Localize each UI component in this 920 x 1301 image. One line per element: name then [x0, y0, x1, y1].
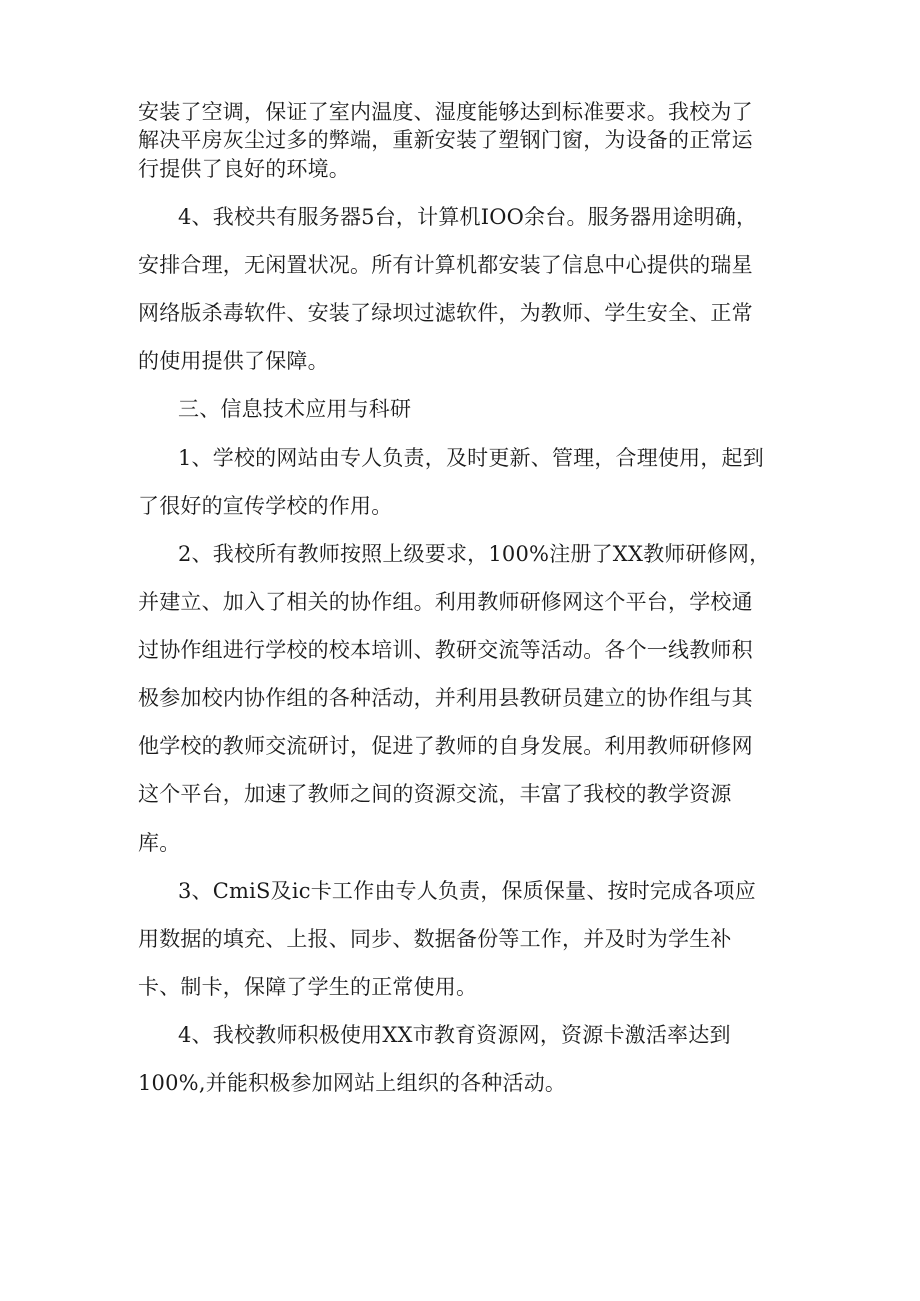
text-line-9: 1、学校的网站由专人负责，及时更新、管理，合理使用，起到 — [178, 446, 764, 470]
text-line-15: 他学校的教师交流研讨，促进了教师的自身发展。利用教师研修网 — [138, 734, 753, 758]
text-line-20: 卡、制卡，保障了学生的正常使用。 — [138, 975, 478, 999]
text-line-7: 的使用提供了保障。 — [138, 349, 329, 373]
text-line-19: 用数据的填充、上报、同步、数据备份等工作，并及时为学生补 — [138, 927, 732, 951]
text-line-18: 3、CmiS及ic卡工作由专人负责，保质保量、按时完成各项应 — [178, 879, 756, 903]
text-line-6: 网络版杀毒软件、安装了绿坝过滤软件，为教师、学生安全、正常 — [138, 301, 753, 325]
text-line-17: 库。 — [138, 831, 181, 855]
text-line-14: 极参加校内协作组的各种活动，并利用县教研员建立的协作组与其 — [138, 686, 753, 710]
text-line-13: 过协作组进行学校的校本培训、教研交流等活动。各个一线教师积 — [138, 638, 753, 662]
section-heading: 三、信息技术应用与科研 — [178, 397, 412, 421]
text-line-3: 行提供了良好的环境。 — [138, 157, 350, 181]
text-line-22: 100%,并能积极参加网站上组织的各种活动。 — [138, 1071, 567, 1095]
text-line-2: 解决平房灰尘过多的弊端，重新安装了塑钢门窗，为设备的正常运 — [138, 128, 753, 152]
text-line-1: 安装了空调，保证了室内温度、湿度能够达到标准要求。我校为了 — [138, 100, 753, 124]
text-line-10: 了很好的宣传学校的作用。 — [138, 494, 393, 518]
text-line-5: 安排合理，无闲置状况。所有计算机都安装了信息中心提供的瑞星 — [138, 253, 753, 277]
text-line-12: 并建立、加入了相关的协作组。利用教师研修网这个平台，学校通 — [138, 590, 753, 614]
text-line-11: 2、我校所有教师按照上级要求，100%注册了XX教师研修网， — [178, 542, 771, 566]
text-line-16: 这个平台，加速了教师之间的资源交流，丰富了我校的教学资源 — [138, 782, 732, 806]
text-line-4: 4、我校共有服务器5台，计算机IOO余台。服务器用途明确， — [178, 205, 758, 229]
text-line-21: 4、我校教师积极使用XX市教育资源网，资源卡激活率达到 — [178, 1023, 731, 1047]
